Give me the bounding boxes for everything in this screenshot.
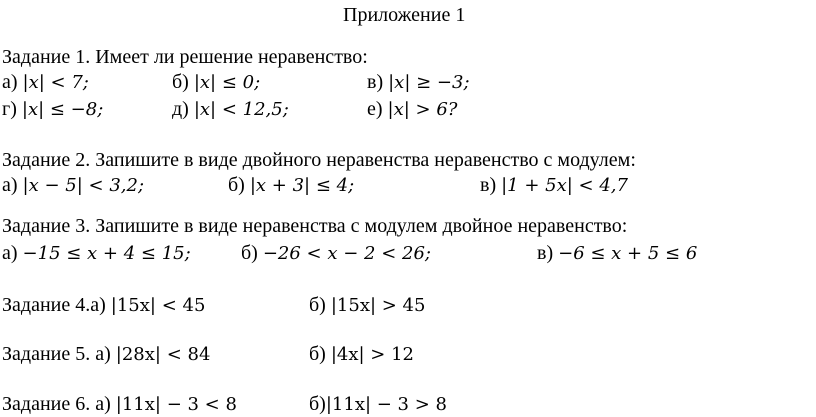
task6-a: Задание 6. а) |11x| − 3 < 8 xyxy=(2,393,237,415)
task3-item-b: б) −26 < x − 2 < 26; xyxy=(241,242,431,264)
task3-item-a: а) −15 ≤ x + 4 ≤ 15; xyxy=(2,242,191,264)
task1-title: Задание 1. Имеет ли решение неравенство: xyxy=(2,46,368,68)
task3-title: Задание 3. Запишите в виде неравенства с модулем двойное неравенство: xyxy=(2,215,628,237)
task1-item-b: б) |x| ≤ 0; xyxy=(172,71,261,93)
task2-item-b: б) |x + 3| ≤ 4; xyxy=(228,174,355,196)
task1-item-d: д) |x| < 12,5; xyxy=(172,98,289,120)
task2-item-v: в) |1 + 5x| < 4,7 xyxy=(480,174,628,196)
task1-item-e: е) |x| > 6? xyxy=(367,98,458,120)
task4-b: б) |15x| > 45 xyxy=(309,294,426,316)
task2-item-a: а) |x − 5| < 3,2; xyxy=(2,174,145,196)
task4-a: Задание 4.а) |15x| < 45 xyxy=(2,294,206,316)
task5-b: б) |4x| > 12 xyxy=(309,343,415,365)
header: Приложение 1 xyxy=(343,4,466,26)
task1-item-a: а) |x| < 7; xyxy=(2,71,89,93)
task5-a: Задание 5. а) |28x| < 84 xyxy=(2,343,211,365)
task1-item-v: в) |x| ≥ −3; xyxy=(367,71,470,93)
task6-b: б)|11x| − 3 > 8 xyxy=(309,393,447,415)
task3-item-v: в) −6 ≤ x + 5 ≤ 6 xyxy=(537,242,698,264)
task2-title: Задание 2. Запишите в виде двойного неравенства неравенство с модулем: xyxy=(2,149,636,171)
task1-item-g: г) |x| ≤ −8; xyxy=(2,98,104,120)
